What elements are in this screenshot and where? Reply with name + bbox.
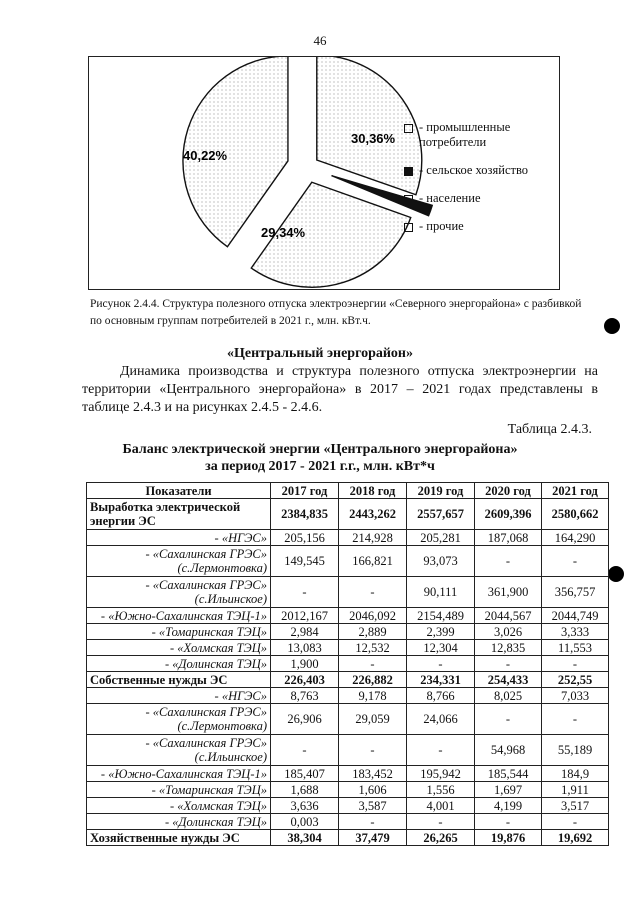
table-title-line: Баланс электрической энергии «Центрального энергорайона»	[122, 442, 518, 457]
value-cell: 8,025	[475, 688, 542, 704]
row-label-cell: Собственные нужды ЭС	[87, 672, 271, 688]
row-label-cell: - «Томаринская ТЭЦ»	[87, 782, 271, 798]
row-label-cell: Выработка электрической энергии ЭС	[87, 499, 271, 530]
value-cell: 2609,396	[475, 499, 542, 530]
row-label-cell: - «Холмская ТЭЦ»	[87, 798, 271, 814]
legend-swatch-icon	[404, 167, 413, 176]
value-cell: -	[339, 577, 407, 608]
value-cell: 12,532	[339, 640, 407, 656]
value-cell: 0,003	[271, 814, 339, 830]
value-cell: 1,697	[475, 782, 542, 798]
value-cell: 26,906	[271, 704, 339, 735]
value-cell: 3,517	[542, 798, 609, 814]
table-row	[87, 735, 609, 766]
value-cell: 19,692	[542, 830, 609, 846]
value-cell: -	[542, 814, 609, 830]
table-title-line: за период 2017 - 2021 г.г., млн. кВт*ч	[205, 459, 435, 474]
value-cell: 205,156	[271, 530, 339, 546]
value-cell: -	[407, 656, 475, 672]
table-body	[87, 499, 609, 846]
row-label-cell: - «Южно-Сахалинская ТЭЦ-1»	[87, 608, 271, 624]
value-cell: 205,281	[407, 530, 475, 546]
table-row	[87, 640, 609, 656]
legend-swatch-icon	[404, 223, 413, 232]
header-cell: 2017 год	[271, 483, 339, 499]
table-row	[87, 608, 609, 624]
value-cell: 2154,489	[407, 608, 475, 624]
value-cell: 2046,092	[339, 608, 407, 624]
legend-label: - промышленные потребители	[419, 120, 511, 149]
chart-legend	[404, 120, 554, 247]
row-label-cell: - «Сахалинская ГРЭС» (с.Ильинское)	[87, 735, 271, 766]
row-label-cell: - «Сахалинская ГРЭС» (с.Ильинское)	[87, 577, 271, 608]
value-cell: 164,290	[542, 530, 609, 546]
legend-label: - сельское хозяйство	[419, 163, 529, 177]
value-cell: 11,553	[542, 640, 609, 656]
legend-label: - население	[419, 191, 481, 205]
value-cell: -	[475, 656, 542, 672]
legend-item-population	[404, 191, 554, 206]
value-cell: 361,900	[475, 577, 542, 608]
value-cell: -	[271, 577, 339, 608]
value-cell: 185,544	[475, 766, 542, 782]
value-cell: 12,835	[475, 640, 542, 656]
legend-item-other	[404, 219, 554, 234]
value-cell: 2384,835	[271, 499, 339, 530]
row-label-cell: - «Сахалинская ГРЭС» (с.Лермонтовка)	[87, 704, 271, 735]
value-cell: 2044,749	[542, 608, 609, 624]
value-cell: 226,882	[339, 672, 407, 688]
section-heading: «Центральный энергорайон»	[227, 346, 413, 361]
table-header-row	[87, 483, 609, 499]
value-cell: -	[271, 735, 339, 766]
value-cell: 19,876	[475, 830, 542, 846]
hole-punch-mark	[604, 318, 620, 334]
value-cell: -	[407, 814, 475, 830]
value-cell: 2580,662	[542, 499, 609, 530]
row-label-cell: - «Томаринская ТЭЦ»	[87, 624, 271, 640]
value-cell: 54,968	[475, 735, 542, 766]
header-cell: 2020 год	[475, 483, 542, 499]
table-number: Таблица 2.4.3.	[507, 422, 592, 437]
legend-swatch-icon	[404, 195, 413, 204]
value-cell: 2557,657	[407, 499, 475, 530]
value-cell: 149,545	[271, 546, 339, 577]
table-title	[0, 441, 640, 475]
value-cell: -	[542, 704, 609, 735]
header-cell: 2019 год	[407, 483, 475, 499]
table-row	[87, 499, 609, 530]
value-cell: 252,55	[542, 672, 609, 688]
value-cell: 9,178	[339, 688, 407, 704]
value-cell: 38,304	[271, 830, 339, 846]
value-cell: 2,984	[271, 624, 339, 640]
value-cell: 254,433	[475, 672, 542, 688]
row-label-cell: - «Долинская ТЭЦ»	[87, 814, 271, 830]
value-cell: 3,026	[475, 624, 542, 640]
value-cell: 8,766	[407, 688, 475, 704]
value-cell: -	[339, 814, 407, 830]
table-row	[87, 656, 609, 672]
value-cell: 1,688	[271, 782, 339, 798]
intro-paragraph: Динамика производства и структура полезного отпуска электроэнергии на территории «Центрального энергорайона» в 2017 – 2021 годах представлены в таблице 2.4.3 и на рисунках 2.4.5 - 2.4.6.	[82, 364, 598, 415]
value-cell: 55,189	[542, 735, 609, 766]
value-cell: 26,265	[407, 830, 475, 846]
figure-caption: Рисунок 2.4.4. Структура полезного отпуска электроэнергии «Северного энергорайона» с разбивкой по основным группам потребителей в 2021 г., млн. кВт.ч.	[90, 298, 582, 327]
value-cell: 214,928	[339, 530, 407, 546]
row-label-cell: - «Сахалинская ГРЭС» (с.Лермонтовка)	[87, 546, 271, 577]
value-cell: 3,333	[542, 624, 609, 640]
table-row	[87, 672, 609, 688]
header-cell: 2021 год	[542, 483, 609, 499]
value-cell: 7,033	[542, 688, 609, 704]
table-row	[87, 688, 609, 704]
row-label-cell: - «Южно-Сахалинская ТЭЦ-1»	[87, 766, 271, 782]
row-label-cell: - «Долинская ТЭЦ»	[87, 656, 271, 672]
value-cell: 24,066	[407, 704, 475, 735]
table-row	[87, 530, 609, 546]
value-cell: 8,763	[271, 688, 339, 704]
value-cell: 93,073	[407, 546, 475, 577]
value-cell: -	[475, 546, 542, 577]
value-cell: 4,199	[475, 798, 542, 814]
pie-value-label: 29,34%	[261, 225, 306, 240]
value-cell: 1,900	[271, 656, 339, 672]
value-cell: 3,636	[271, 798, 339, 814]
value-cell: 37,479	[339, 830, 407, 846]
value-cell: -	[542, 656, 609, 672]
value-cell: -	[542, 546, 609, 577]
value-cell: 226,403	[271, 672, 339, 688]
value-cell: 29,059	[339, 704, 407, 735]
value-cell: 12,304	[407, 640, 475, 656]
legend-label: - прочие	[419, 219, 464, 233]
table-row	[87, 704, 609, 735]
value-cell: 13,083	[271, 640, 339, 656]
table-row	[87, 814, 609, 830]
header-cell: Показатели	[87, 483, 271, 499]
value-cell: 234,331	[407, 672, 475, 688]
value-cell: 195,942	[407, 766, 475, 782]
value-cell: -	[339, 656, 407, 672]
table-row	[87, 624, 609, 640]
value-cell: 1,911	[542, 782, 609, 798]
row-label-cell: - «НГЭС»	[87, 688, 271, 704]
page-number: 46	[313, 33, 327, 48]
value-cell: 185,407	[271, 766, 339, 782]
value-cell: -	[475, 704, 542, 735]
value-cell: 2,399	[407, 624, 475, 640]
value-cell: 2012,167	[271, 608, 339, 624]
value-cell: 184,9	[542, 766, 609, 782]
energy-balance-table	[86, 482, 609, 846]
row-label-cell: - «НГЭС»	[87, 530, 271, 546]
legend-item-industrial	[404, 120, 554, 150]
table-row	[87, 782, 609, 798]
legend-swatch-icon	[404, 124, 413, 133]
value-cell: -	[407, 735, 475, 766]
value-cell: 90,111	[407, 577, 475, 608]
table-row	[87, 830, 609, 846]
row-label-cell: - «Холмская ТЭЦ»	[87, 640, 271, 656]
value-cell: 2,889	[339, 624, 407, 640]
table-row	[87, 577, 609, 608]
value-cell: 4,001	[407, 798, 475, 814]
value-cell: 1,556	[407, 782, 475, 798]
value-cell: 187,068	[475, 530, 542, 546]
value-cell: 356,757	[542, 577, 609, 608]
value-cell: 2443,262	[339, 499, 407, 530]
table-row	[87, 798, 609, 814]
value-cell: 183,452	[339, 766, 407, 782]
value-cell: 3,587	[339, 798, 407, 814]
header-cell: 2018 год	[339, 483, 407, 499]
pie-value-label: 30,36%	[351, 131, 396, 146]
value-cell: -	[475, 814, 542, 830]
table-row	[87, 766, 609, 782]
pie-value-label: 40,22%	[183, 148, 228, 163]
value-cell: 2044,567	[475, 608, 542, 624]
legend-item-agriculture	[404, 163, 554, 178]
hole-punch-mark	[608, 566, 624, 582]
value-cell: -	[339, 735, 407, 766]
value-cell: 1,606	[339, 782, 407, 798]
row-label-cell: Хозяйственные нужды ЭС	[87, 830, 271, 846]
table-row	[87, 546, 609, 577]
value-cell: 166,821	[339, 546, 407, 577]
